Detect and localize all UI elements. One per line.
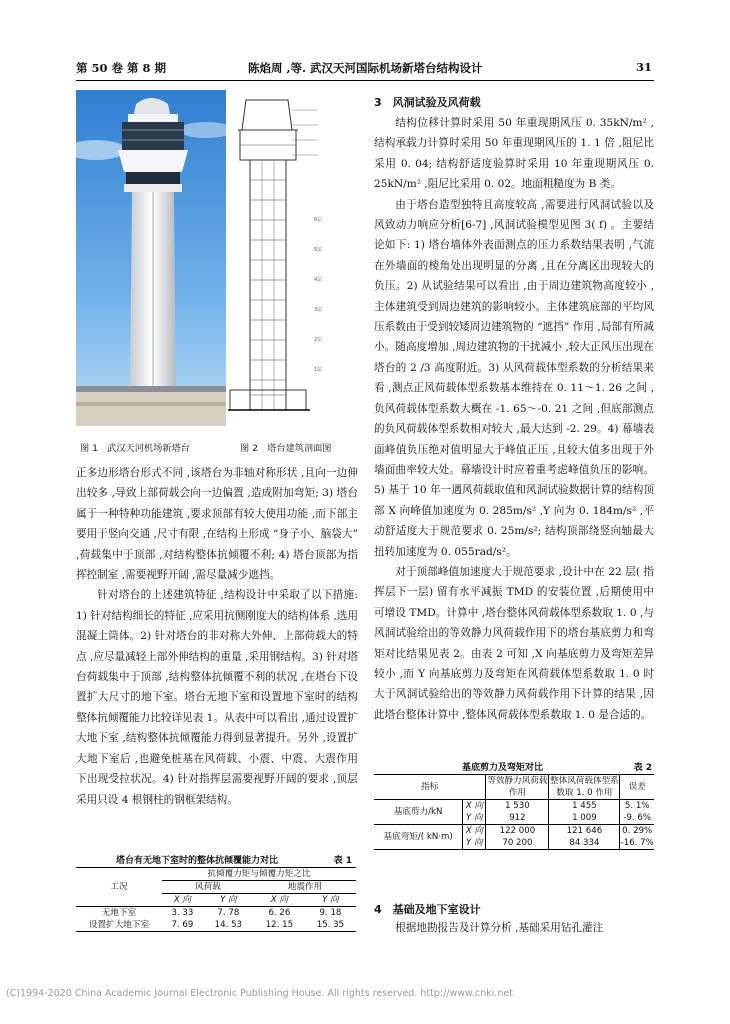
- header-rule: [76, 80, 654, 81]
- left-paragraph-1: 正多边形塔台形式不同 ,该塔台为非轴对称形状 ,且向一边伸出较多 ,导致上部荷载会向一边偏置 ,造成附加弯矩; 3) 塔台属于一种特种功能建筑 ,要求顶部有较大使用功能 ,而下部主要用于竖向交通 ,尺寸有限 ,在结构上形成 “身子小、脑袋大” ,荷载集中于顶部 ,对结构整体抗倾覆不利; 4) 塔台顶部为指挥控制室 ,需要视野开阔 ,需尽量减少遮挡。: [76, 467, 358, 582]
- table-cell: 5. 1%: [624, 801, 650, 811]
- table-cell: 3. 33: [171, 908, 194, 918]
- running-title: 陈焰周 ,等. 武汉天河国际机场新塔台结构设计: [248, 61, 483, 75]
- table-2-col-err: 误差: [620, 775, 654, 800]
- left-column-text: [76, 463, 358, 810]
- floor-label: 4层: [314, 277, 323, 283]
- figure-2-caption: 图 2 塔台建筑剖面图: [240, 443, 332, 454]
- section-3-heading: 3 风洞试验及风荷载: [374, 96, 481, 109]
- fig2-floor-labels: [314, 205, 322, 385]
- table-1-label: 表 1: [333, 856, 352, 866]
- table-cell: 1 530: [486, 800, 549, 813]
- table-2-title: 基底剪力及弯矩对比: [462, 763, 544, 773]
- table-cell: 设置扩大地下室: [88, 920, 150, 930]
- table-2-col-shape: 整体风荷载体型系数取 1. 0 作用: [550, 776, 619, 798]
- section-4-heading: 4 基础及地下室设计: [374, 903, 481, 916]
- table-row: [76, 919, 356, 932]
- figure-1-photo: [76, 90, 226, 426]
- right-column-text: [374, 113, 654, 725]
- table-cell: 6. 26: [268, 908, 291, 918]
- table-cell: 1 455: [549, 800, 620, 813]
- table-1-sub-wind: 风荷载: [162, 881, 254, 894]
- table-cell: Y 向: [463, 812, 486, 825]
- journal-issue: 第 50 卷 第 8 期: [76, 61, 167, 75]
- floor-label: 2层: [314, 337, 323, 343]
- table-2-label: 表 2: [633, 763, 652, 773]
- table-1-title: 塔台有无地下室时的整体抗倾覆能力对比: [116, 856, 279, 866]
- table-cell: 15. 35: [316, 920, 345, 930]
- table-cell: 121 646: [549, 825, 620, 838]
- figure-2-drawing: [228, 90, 368, 426]
- table-cell: -9. 6%: [620, 812, 654, 825]
- table-cell: 7. 69: [171, 920, 194, 930]
- table-cell: 基底剪力/kN: [374, 800, 463, 825]
- table-cell: 12. 15: [265, 920, 294, 930]
- table-1-dir: Y 向: [203, 894, 254, 907]
- table-cell: 84 334: [549, 837, 620, 850]
- copyright-footer: (C)1994-2020 China Academic Journal Electronic Publishing House. All rights reserved. http://www.cnki.net: [6, 988, 513, 999]
- table-2-col-equiv: 等效静力风荷载作用: [487, 776, 548, 798]
- right-paragraph-4: 根据地勘报告及计算分析 ,基础采用钻孔灌注: [395, 922, 604, 934]
- table-1-grid: [76, 867, 356, 932]
- table-row: [76, 907, 356, 920]
- table-1-sub-quake: 地震作用: [254, 881, 356, 894]
- floor-label: 3层: [314, 307, 323, 313]
- table-2-col-index: 指标: [374, 775, 486, 800]
- table-1-dir: Y 向: [305, 894, 356, 907]
- tower-illustration: [76, 90, 226, 426]
- floor-label: 1层: [314, 367, 323, 373]
- table-cell: Y 向: [463, 837, 486, 850]
- floor-label: 6层: [314, 217, 323, 223]
- table-cell: 无地下室: [101, 908, 137, 918]
- right-paragraph-1: 结构位移计算时采用 50 年重现期风压 0. 35kN/m² ,结构承载力计算时采用 50 年重现期风压的 1. 1 倍 ,阻尼比采用 0. 04; 结构舒适度验算时采用 10 年重现期风压 0. 25kN/m² ,阻尼比采用 0. 02。地面粗糙度为 B 类。: [374, 117, 654, 191]
- table-2: [374, 760, 654, 850]
- table-cell: 0. 29%: [622, 826, 653, 836]
- figure-1-caption: 图 1 武汉天河机场新塔台: [80, 443, 190, 454]
- right-paragraph-2: 由于塔台造型独特且高度较高 ,需要进行风洞试验以及风致动力响应分析[6-7] ,风洞试验模型见图 3( f) 。主要结论如下: 1) 塔台墙体外表面测点的压力系数结果表明 ,气流在外墙面的棱角处出现明显的分离 ,且在分离区出现较大的负压。2) 从试验结果可以看出 ,由于周边建筑物高度较小 ,主体建筑受到周边建筑的影响较小。主体建筑底部的平均风压系数由于受到较矮周边建筑物的 “遮挡” 作用 ,局部有所减小。随高度增加 ,周边建筑物的干扰减小 ,较大正风压出现在塔台的 2 /3 高度附近。3) 从风荷载体型系数的分析结果来看 ,测点正风荷载体型系数基本维持在 0. 11～1. 26 之间 ,负风荷载体型系数大概在 -1. 65～-0. 21 之间 ,但底部测点的负风荷载体型系数相对较大 ,最大达到 -2. 29。4) 幕墙表面峰值负压绝对值明显大于峰值正压 ,且较大值多出现于外墙面曲率较大处。幕墙设计时应着重考虑峰值负压的影响。5) 基于 10 年一遇风荷载取值和风洞试验数据计算的结构顶部 X 向峰值加速度为 0. 285m/s² ,Y 向为 0. 184m/s² ,平动舒适度大于规范要求 0. 25m/s²; 结构顶部绕竖向轴最大扭转加速度为 0. 055rad/s²。: [374, 198, 654, 558]
- page-number: 31: [636, 60, 653, 74]
- table-1-dir: X 向: [162, 894, 203, 907]
- table-cell: 基底弯矩/( kN·m): [374, 825, 463, 850]
- table-cell: 122 000: [486, 825, 549, 838]
- table-1-col-group: 抗倾覆力矩与倾覆力矩之比: [162, 868, 356, 881]
- table-cell: 7. 78: [217, 908, 240, 918]
- table-row: [374, 800, 654, 813]
- table-cell: 1 009: [549, 812, 620, 825]
- table-cell: 912: [486, 812, 549, 825]
- table-1-col-case: 工况: [76, 868, 162, 907]
- table-cell: X 向: [463, 800, 486, 813]
- table-cell: -16. 7%: [620, 838, 654, 848]
- table-1-dir: X 向: [254, 894, 305, 907]
- left-paragraph-2: 针对塔台的上述建筑特征 ,结构设计中采取了以下措施: 1) 针对结构细长的特征 ,应采用抗侧刚度大的结构体系 ,选用混凝土筒体。2) 针对塔台的非对称大外伸、上部荷载大的特点 ,应尽量减轻上部外伸结构的重量 ,采用钢结构。3) 针对塔台荷载集中于顶部 ,结构整体抗倾覆不利的状况 ,在塔台下设置扩大尺寸的地下室。塔台无地下室和设置地下室时的结构整体抗倾覆能力比较详见表 1。从表中可以看出 ,通过设置扩大地下室 ,结构整体抗倾覆能力得到显著提升。另外 ,设置扩大地下室后 ,也避免桩基在风荷载、小震、中震、大震作用下出现受拉状况。4) 针对指挥层需要视野开阔的要求 ,顶层采用只设 4 根钢柱的钢框架结构。: [76, 589, 358, 806]
- table-cell: 9. 18: [319, 908, 342, 918]
- table-1: [76, 853, 358, 932]
- table-cell: 70 200: [486, 837, 549, 850]
- table-2-grid: [374, 774, 654, 850]
- floor-label: 5层: [314, 247, 323, 253]
- right-column-tail: [374, 918, 654, 938]
- right-paragraph-3: 对于顶部峰值加速度大于规范要求 ,设计中在 22 层( 指挥层下一层) 留有水平减振 TMD 的安装位置 ,后期使用中可增设 TMD。计算中 ,塔台整体风荷载体型系数取 1. 0 ,与风洞试验给出的等效静力风荷载作用下的塔台基底剪力和弯矩对比结果见表 2。由表 2 可知 ,X 向基底剪力及弯矩差异较小 ,而 Y 向基底剪力及弯矩在风荷载体型系数取 1. 0 时大于风洞试验给出的等效静力风荷载作用下计算的结果 ,因此塔台整体计算中 ,整体风荷载体型系数取 1. 0 是合适的。: [374, 565, 654, 721]
- table-cell: 14. 53: [214, 920, 243, 930]
- table-row: [374, 825, 654, 838]
- section-drawing: [228, 90, 368, 426]
- table-cell: X 向: [463, 825, 486, 838]
